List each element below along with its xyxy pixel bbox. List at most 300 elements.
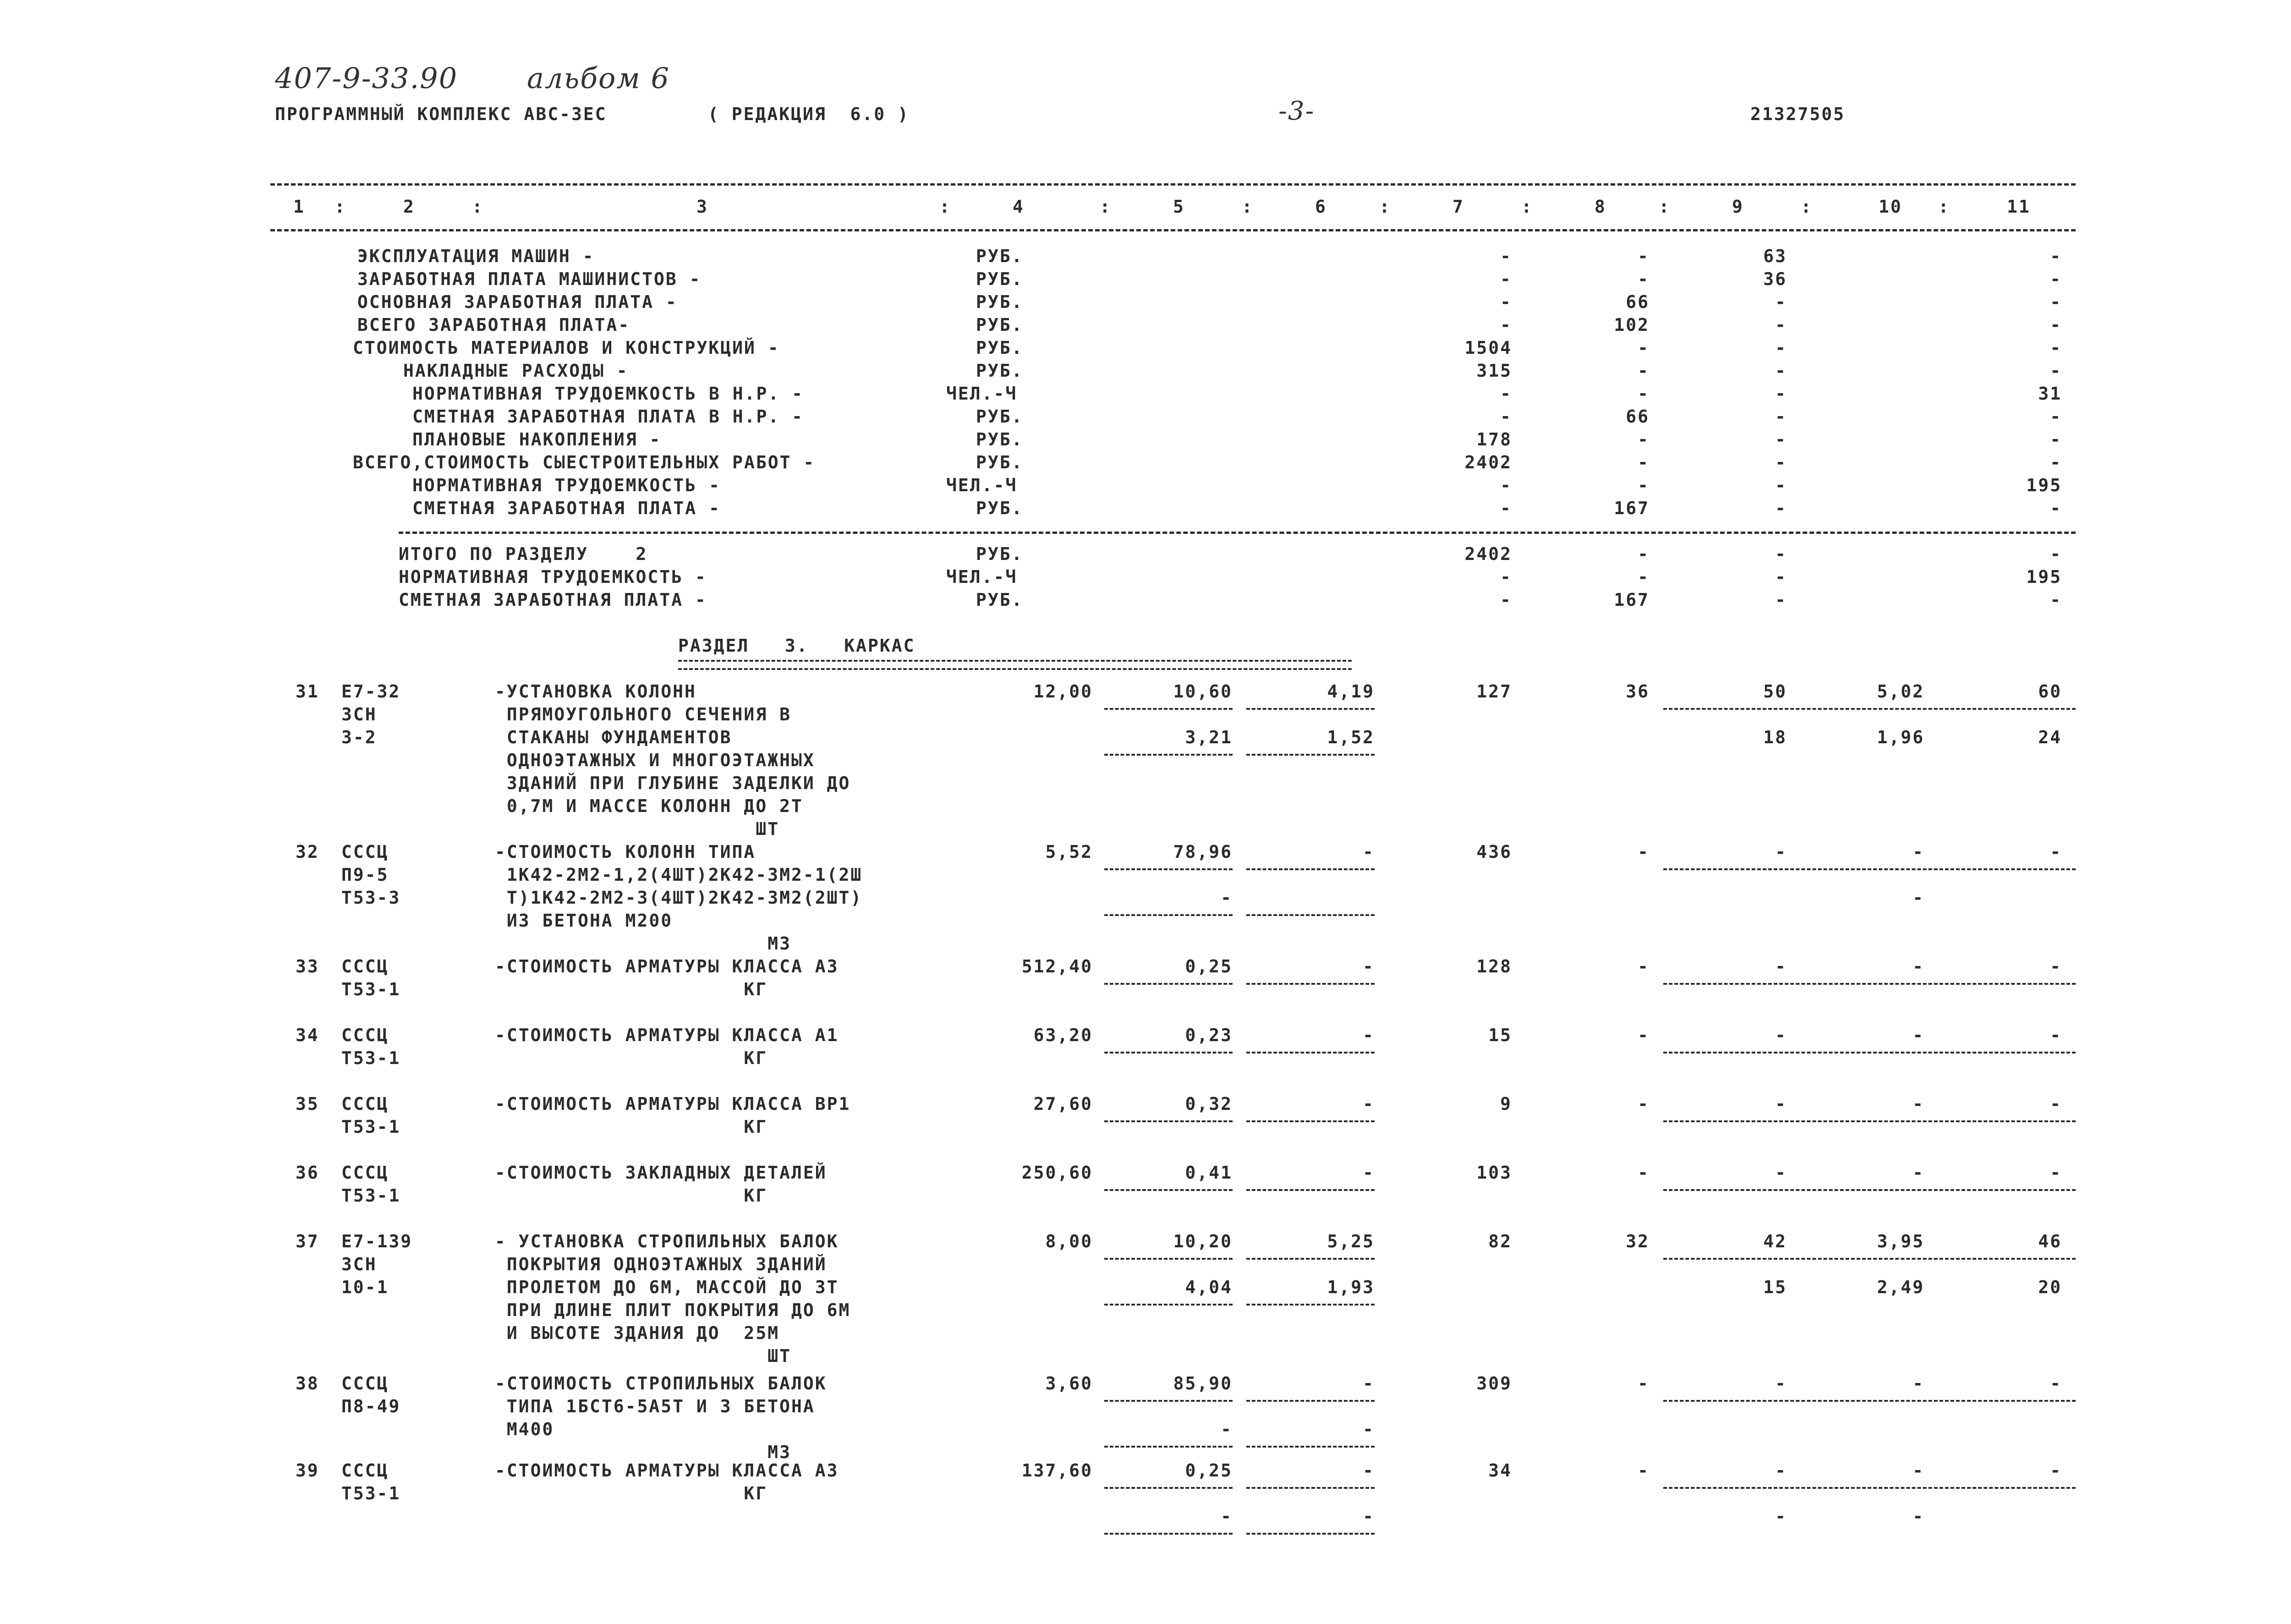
item-col9-lower: 18 [1763, 727, 1787, 747]
summary-row-name: ЗАРАБОТНАЯ ПЛАТА МАШИНИСТОВ - [357, 269, 702, 289]
item-description-line: -СТОИМОСТЬ АРМАТУРЫ КЛАССА А1 [495, 1025, 839, 1045]
item-col7: 309 [1476, 1373, 1512, 1394]
item-col6-upper: - [1363, 1025, 1375, 1045]
summary-row-col8: 66 [1626, 406, 1650, 427]
summary-row-name: СМЕТНАЯ ЗАРАБОТНАЯ ПЛАТА - [412, 498, 721, 518]
totals-row-col7: - [1500, 590, 1512, 610]
column-header-5: 5 [1173, 197, 1185, 217]
item-col7: 103 [1476, 1163, 1512, 1183]
item-number: 33 [296, 956, 319, 977]
summary-row-col8: - [1638, 475, 1650, 495]
item-col6-upper: - [1363, 1460, 1375, 1481]
item-col5-rule [1104, 1258, 1233, 1260]
item-description-line: И ВЫСОТЕ ЗДАНИЯ ДО 25М [495, 1323, 780, 1343]
column-separator: : [1242, 197, 1254, 217]
header-bottom-rule [270, 229, 2076, 231]
summary-row-unit: РУБ. [976, 452, 1024, 472]
column-separator: : [1521, 197, 1533, 217]
item-col10-upper: - [1913, 1460, 1924, 1481]
item-description-line: ПРОЛЕТОМ ДО 6М, МАССОЙ ДО 3Т [495, 1277, 839, 1297]
item-col10-lower: 1,96 [1877, 727, 1924, 747]
item-col6-rule [1246, 1052, 1375, 1053]
summary-row-col7: 315 [1476, 361, 1512, 381]
item-col6-rule [1246, 1120, 1375, 1122]
item-col11-upper: - [2050, 956, 2062, 977]
item-col11-lower: 24 [2038, 727, 2062, 747]
item-code-line: СССЦ [341, 1163, 389, 1183]
item-number: 39 [296, 1460, 319, 1481]
summary-row-name: ПЛАНОВЫЕ НАКОПЛЕНИЯ - [412, 429, 662, 450]
summary-row-col11: - [2050, 406, 2062, 427]
summary-row-name: ВСЕГО,СТОИМОСТЬ СЫЕСТРОИТЕЛЬНЫХ РАБОТ - [353, 452, 816, 472]
item-description-line: М3 [495, 1442, 791, 1462]
summary-row-name: СТОИМОСТЬ МАТЕРИАЛОВ И КОНСТРУКЦИЙ - [353, 338, 780, 358]
section-title-underline-1 [678, 660, 1352, 662]
item-col11-upper: - [2050, 1163, 2062, 1183]
item-code-line: Т53-1 [341, 1048, 401, 1068]
item-col8: 32 [1626, 1231, 1650, 1251]
item-quantity: 63,20 [1033, 1025, 1093, 1045]
item-col9-upper: - [1775, 1025, 1787, 1045]
summary-row-col7: - [1500, 498, 1512, 518]
summary-row-unit: РУБ. [976, 269, 1024, 289]
column-header-7: 7 [1452, 197, 1464, 217]
item-number: 36 [296, 1163, 319, 1183]
item-description-line: ОДНОЭТАЖНЫХ И МНОГОЭТАЖНЫХ [495, 750, 815, 770]
column-header-11: 11 [2007, 197, 2031, 217]
totals-row-unit: ЧЕЛ.-Ч [946, 567, 1018, 587]
item-col5-lower-rule [1104, 1533, 1233, 1535]
column-separator: : [1801, 197, 1813, 217]
item-col5-rule [1104, 1120, 1233, 1122]
summary-row-col11: - [2050, 246, 2062, 266]
item-col6-rule [1246, 1487, 1375, 1489]
summary-row-col8: - [1638, 429, 1650, 450]
item-col5-rule [1104, 1052, 1233, 1053]
item-col10-upper: - [1913, 956, 1924, 977]
column-header-1: 1 [293, 197, 305, 217]
item-col7: 436 [1476, 842, 1512, 862]
item-description-line: СТАКАНЫ ФУНДАМЕНТОВ [495, 727, 732, 747]
column-header-9: 9 [1732, 197, 1744, 217]
item-col6-rule [1246, 1189, 1375, 1191]
summary-row-unit: РУБ. [976, 498, 1024, 518]
item-col5-rule [1104, 1189, 1233, 1191]
summary-row-col8: - [1638, 246, 1650, 266]
program-title: ПРОГРАММНЫЙ КОМПЛЕКС АВС-3ЕС [275, 104, 607, 124]
edition-label: ( РЕДАКЦИЯ 6.0 ) [708, 104, 910, 124]
summary-row-col7: - [1500, 475, 1512, 495]
summary-row-col9: - [1775, 292, 1787, 312]
summary-row-col7: 1504 [1464, 338, 1512, 358]
item-code-line: СССЦ [341, 1373, 389, 1394]
summary-row-col11: - [2050, 498, 2062, 518]
item-col5-upper: 0,41 [1185, 1163, 1233, 1183]
item-col9-10-11-rule [1663, 1120, 2076, 1122]
totals-row-col11: 195 [2026, 567, 2062, 587]
item-code-line: 3-2 [341, 727, 377, 747]
item-col6-upper: - [1363, 1373, 1375, 1394]
item-quantity: 512,40 [1021, 956, 1093, 977]
item-col5-upper: 0,23 [1185, 1025, 1233, 1045]
item-col6-upper: - [1363, 956, 1375, 977]
summary-row-col11: - [2050, 292, 2062, 312]
item-description-line: -СТОИМОСТЬ СТРОПИЛЬНЫХ БАЛОК [495, 1373, 827, 1394]
item-col9-10-11-rule [1663, 1400, 2076, 1402]
item-col6-lower-rule [1246, 1533, 1375, 1535]
totals-row-col11: - [2050, 544, 2062, 564]
summary-row-unit: ЧЕЛ.-Ч [946, 384, 1018, 404]
summary-row-name: ОСНОВНАЯ ЗАРАБОТНАЯ ПЛАТА - [357, 292, 678, 312]
handwritten-page-number: -3- [1278, 96, 1315, 126]
column-header-10: 10 [1879, 197, 1902, 217]
item-col9-10-11-rule [1663, 1189, 2076, 1191]
item-code-line: 10-1 [341, 1277, 389, 1297]
item-col5-upper: 10,20 [1173, 1231, 1233, 1251]
summary-row-unit: РУБ. [976, 338, 1024, 358]
item-col5-rule [1104, 983, 1233, 985]
item-code-line: Т53-3 [341, 888, 401, 908]
item-col8: - [1638, 1025, 1650, 1045]
totals-row-unit: РУБ. [976, 544, 1024, 564]
summary-row-unit: РУБ. [976, 246, 1024, 266]
item-col11-upper: - [2050, 1373, 2062, 1394]
summary-row-col9: - [1775, 384, 1787, 404]
item-code-line: Е7-32 [341, 681, 401, 702]
item-code-line: ЗСН [341, 704, 377, 724]
item-col5-lower: - [1221, 1506, 1233, 1526]
section-title: РАЗДЕЛ 3. КАРКАС [678, 636, 915, 656]
item-col6-upper: - [1363, 1094, 1375, 1114]
item-col9-upper: - [1775, 1094, 1787, 1114]
column-separator: : [1938, 197, 1950, 217]
summary-row-col7: - [1500, 269, 1512, 289]
item-col11-upper: - [2050, 1460, 2062, 1481]
summary-row-col8: - [1638, 338, 1650, 358]
item-col9-10-11-rule [1663, 983, 2076, 985]
item-col10-lower: 2,49 [1877, 1277, 1924, 1297]
column-separator: : [334, 197, 346, 217]
item-description-line: ТИПА 1БСТ6-5А5Т И З БЕТОНА [495, 1396, 815, 1416]
summary-row-col7: - [1500, 315, 1512, 335]
item-col8: 36 [1626, 681, 1650, 702]
item-description-line: КГ [495, 1185, 768, 1206]
totals-row-col11: - [2050, 590, 2062, 610]
column-header-6: 6 [1315, 197, 1327, 217]
item-code-line: Т53-1 [341, 1117, 401, 1137]
item-col8: - [1638, 956, 1650, 977]
section-title-underline-2 [678, 668, 1352, 670]
item-number: 38 [296, 1373, 319, 1394]
item-description-line: 1К42-2М2-1,2(4ШТ)2К42-3М2-1(2Ш [495, 865, 863, 885]
item-col5-rule [1104, 1400, 1233, 1402]
item-col9-upper: - [1775, 1460, 1787, 1481]
summary-row-col9: - [1775, 475, 1787, 495]
summary-row-col11: - [2050, 315, 2062, 335]
item-col10-upper: - [1913, 842, 1924, 862]
item-description-line: ЗДАНИЙ ПРИ ГЛУБИНЕ ЗАДЕЛКИ ДО [495, 773, 851, 793]
item-col11-upper: - [2050, 1025, 2062, 1045]
summary-row-col8: 167 [1614, 498, 1650, 518]
item-col8: - [1638, 842, 1650, 862]
totals-row-col8: 167 [1614, 590, 1650, 610]
summary-row-col9: - [1775, 498, 1787, 518]
item-col7: 127 [1476, 681, 1512, 702]
item-col6-lower: 1,52 [1327, 727, 1375, 747]
column-separator: : [1379, 197, 1391, 217]
item-number: 32 [296, 842, 319, 862]
totals-row-col9: - [1775, 544, 1787, 564]
item-col5-lower-rule [1104, 1304, 1233, 1306]
item-col10-lower: - [1913, 1506, 1924, 1526]
item-code-line: Т53-1 [341, 1483, 401, 1503]
item-col9-10-11-rule [1663, 1487, 2076, 1489]
item-description-line: 0,7М И МАССЕ КОЛОНН ДО 2Т [495, 796, 803, 816]
item-description-line: ПРЯМОУГОЛЬНОГО СЕЧЕНИЯ В [495, 704, 791, 724]
item-col6-lower-rule [1246, 1446, 1375, 1448]
totals-row-col8: - [1638, 567, 1650, 587]
summary-row-col8: - [1638, 361, 1650, 381]
item-col11-lower: 20 [2038, 1277, 2062, 1297]
item-col5-upper: 10,60 [1173, 681, 1233, 702]
summary-row-col9: 36 [1763, 269, 1787, 289]
item-col5-upper: 0,25 [1185, 1460, 1233, 1481]
item-quantity: 27,60 [1033, 1094, 1093, 1114]
summary-row-unit: РУБ. [976, 315, 1024, 335]
summary-row-col9: - [1775, 361, 1787, 381]
item-col6-lower-rule [1246, 914, 1375, 916]
item-code-line: Т53-1 [341, 979, 401, 999]
item-description-line: -СТОИМОСТЬ АРМАТУРЫ КЛАССА А3 [495, 1460, 839, 1481]
item-description-line: ШТ [495, 1346, 791, 1366]
item-col10-upper: - [1913, 1373, 1924, 1394]
item-col6-lower: 1,93 [1327, 1277, 1375, 1297]
item-col6-lower-rule [1246, 754, 1375, 756]
summary-row-col11: 31 [2038, 384, 2062, 404]
item-description-line: -СТОИМОСТЬ ЗАКЛАДНЫХ ДЕТАЛЕЙ [495, 1163, 827, 1183]
item-col8: - [1638, 1373, 1650, 1394]
summary-row-col9: - [1775, 429, 1787, 450]
summary-row-col8: 102 [1614, 315, 1650, 335]
summary-row-unit: РУБ. [976, 361, 1024, 381]
item-col11-upper: 60 [2038, 681, 2062, 702]
item-col5-lower-rule [1104, 1446, 1233, 1448]
totals-row-col7: 2402 [1464, 544, 1512, 564]
summary-row-name: СМЕТНАЯ ЗАРАБОТНАЯ ПЛАТА В Н.Р. - [412, 406, 804, 427]
item-col8: - [1638, 1094, 1650, 1114]
totals-rule [399, 532, 2076, 534]
item-code-line: П9-5 [341, 865, 389, 885]
item-quantity: 3,60 [1045, 1373, 1093, 1394]
summary-row-col8: - [1638, 384, 1650, 404]
summary-row-name: ВСЕГО ЗАРАБОТНАЯ ПЛАТА- [357, 315, 630, 335]
summary-row-name: ЭКСПЛУАТАЦИЯ МАШИН - [357, 246, 595, 266]
handwritten-code: 407-9-33.90 [275, 61, 458, 95]
item-quantity: 8,00 [1045, 1231, 1093, 1251]
item-col11-upper: - [2050, 842, 2062, 862]
item-code-line: СССЦ [341, 1460, 389, 1481]
summary-row-col7: - [1500, 246, 1512, 266]
item-col9-10-11-rule [1663, 708, 2076, 710]
item-quantity: 12,00 [1033, 681, 1093, 702]
item-quantity: 137,60 [1021, 1460, 1093, 1481]
item-col9-upper: - [1775, 956, 1787, 977]
summary-row-col11: - [2050, 429, 2062, 450]
summary-row-col9: - [1775, 315, 1787, 335]
summary-row-unit: ЧЕЛ.-Ч [946, 475, 1018, 495]
item-col6-rule [1246, 708, 1375, 710]
item-col10-upper: - [1913, 1163, 1924, 1183]
item-description-line: -СТОИМОСТЬ КОЛОНН ТИПА [495, 842, 756, 862]
item-col7: 128 [1476, 956, 1512, 977]
summary-row-col8: - [1638, 269, 1650, 289]
summary-row-col7: 2402 [1464, 452, 1512, 472]
item-code-line: П8-49 [341, 1396, 401, 1416]
item-col8: - [1638, 1460, 1650, 1481]
item-description-line: ИЗ БЕТОНА М200 [495, 911, 673, 931]
item-number: 35 [296, 1094, 319, 1114]
item-col11-upper: - [2050, 1094, 2062, 1114]
item-description-line: -УСТАНОВКА КОЛОНН [495, 681, 696, 702]
item-col7: 82 [1488, 1231, 1512, 1251]
item-col9-lower: 15 [1763, 1277, 1787, 1297]
item-col5-lower: - [1221, 888, 1233, 908]
item-col6-lower-rule [1246, 1304, 1375, 1306]
summary-row-name: НОРМАТИВНАЯ ТРУДОЕМКОСТЬ В Н.Р. - [412, 384, 804, 404]
item-col5-rule [1104, 708, 1233, 710]
item-description-line: ШТ [495, 819, 780, 839]
header-top-rule [270, 183, 2076, 186]
summary-row-name: НАКЛАДНЫЕ РАСХОДЫ - [403, 361, 629, 381]
item-col5-rule [1104, 1487, 1233, 1489]
item-col6-rule [1246, 983, 1375, 985]
totals-row-name: НОРМАТИВНАЯ ТРУДОЕМКОСТЬ - [399, 567, 707, 587]
summary-row-col7: - [1500, 384, 1512, 404]
item-col5-lower-rule [1104, 914, 1233, 916]
item-description-line: КГ [495, 1483, 768, 1503]
item-description-line: М3 [495, 933, 791, 954]
summary-row-col7: 178 [1476, 429, 1512, 450]
summary-row-col7: - [1500, 406, 1512, 427]
column-header-8: 8 [1595, 197, 1606, 217]
summary-row-col11: 195 [2026, 475, 2062, 495]
totals-row-col8: - [1638, 544, 1650, 564]
totals-row-col9: - [1775, 590, 1787, 610]
item-code-line: ЗСН [341, 1254, 377, 1274]
item-code-line: СССЦ [341, 1094, 389, 1114]
item-col6-rule [1246, 1258, 1375, 1260]
item-col9-upper: - [1775, 1163, 1787, 1183]
item-number: 34 [296, 1025, 319, 1045]
item-col5-upper: 0,32 [1185, 1094, 1233, 1114]
item-col6-lower: - [1363, 1419, 1375, 1439]
item-col6-upper: - [1363, 842, 1375, 862]
item-description-line: ПРИ ДЛИНЕ ПЛИТ ПОКРЫТИЯ ДО 6М [495, 1300, 851, 1320]
item-quantity: 250,60 [1021, 1163, 1093, 1183]
item-col6-lower: - [1363, 1506, 1375, 1526]
item-description-line: КГ [495, 1048, 768, 1068]
item-col7: 15 [1488, 1025, 1512, 1045]
column-separator: : [939, 197, 951, 217]
item-code-line: Е7-139 [341, 1231, 413, 1251]
item-description-line: - УСТАНОВКА СТРОПИЛЬНЫХ БАЛОК [495, 1231, 839, 1251]
summary-row-col8: - [1638, 452, 1650, 472]
item-col10-upper: - [1913, 1025, 1924, 1045]
item-code-line: СССЦ [341, 1025, 389, 1045]
item-quantity: 5,52 [1045, 842, 1093, 862]
summary-row-col9: 63 [1763, 246, 1787, 266]
item-col5-lower: 3,21 [1185, 727, 1233, 747]
totals-row-col7: - [1500, 567, 1512, 587]
item-col6-rule [1246, 1400, 1375, 1402]
item-code-line: Т53-1 [341, 1185, 401, 1206]
totals-row-unit: РУБ. [976, 590, 1024, 610]
item-col9-10-11-rule [1663, 1052, 2076, 1053]
item-col5-lower-rule [1104, 754, 1233, 756]
item-code-line: СССЦ [341, 956, 389, 977]
item-description-line: -СТОИМОСТЬ АРМАТУРЫ КЛАССА ВР1 [495, 1094, 851, 1114]
item-col6-upper: - [1363, 1163, 1375, 1183]
summary-row-col7: - [1500, 292, 1512, 312]
item-description-line: ПОКРЫТИЯ ОДНОЭТАЖНЫХ ЗДАНИЙ [495, 1254, 827, 1274]
item-description-line: КГ [495, 1117, 768, 1137]
item-col5-rule [1104, 868, 1233, 870]
item-number: 31 [296, 681, 319, 702]
item-description-line: Т)1К42-2М2-3(4ШТ)2К42-3М2(2ШТ) [495, 888, 863, 908]
item-col10-upper: - [1913, 1094, 1924, 1114]
column-separator: : [472, 197, 484, 217]
item-col5-upper: 0,25 [1185, 956, 1233, 977]
item-col6-upper: 5,25 [1327, 1231, 1375, 1251]
summary-row-col11: - [2050, 361, 2062, 381]
totals-row-col9: - [1775, 567, 1787, 587]
summary-row-unit: РУБ. [976, 292, 1024, 312]
item-col10-upper: 5,02 [1877, 681, 1924, 702]
item-number: 37 [296, 1231, 319, 1251]
item-col10-upper: 3,95 [1877, 1231, 1924, 1251]
column-header-3: 3 [696, 197, 708, 217]
column-header-4: 4 [1013, 197, 1025, 217]
item-col5-lower: 4,04 [1185, 1277, 1233, 1297]
item-col9-upper: - [1775, 1373, 1787, 1394]
summary-row-col9: - [1775, 406, 1787, 427]
summary-row-unit: РУБ. [976, 406, 1024, 427]
summary-row-name: НОРМАТИВНАЯ ТРУДОЕМКОСТЬ - [412, 475, 721, 495]
totals-row-name: СМЕТНАЯ ЗАРАБОТНАЯ ПЛАТА - [399, 590, 707, 610]
summary-row-col9: - [1775, 452, 1787, 472]
item-col9-upper: - [1775, 842, 1787, 862]
item-col5-upper: 85,90 [1173, 1373, 1233, 1394]
item-col5-upper: 78,96 [1173, 842, 1233, 862]
item-col9-10-11-rule [1663, 1258, 2076, 1260]
summary-row-col11: - [2050, 338, 2062, 358]
totals-row-name: ИТОГО ПО РАЗДЕЛУ 2 [399, 544, 648, 564]
item-col9-lower: - [1775, 1506, 1787, 1526]
summary-row-col11: - [2050, 269, 2062, 289]
item-col5-lower: - [1221, 1419, 1233, 1439]
item-col9-upper: 42 [1763, 1231, 1787, 1251]
item-col9-10-11-rule [1663, 868, 2076, 870]
item-col7: 9 [1500, 1094, 1512, 1114]
item-col7: 34 [1488, 1460, 1512, 1481]
item-description-line: М400 [495, 1419, 554, 1439]
column-separator: : [1100, 197, 1112, 217]
handwritten-album: альбом 6 [527, 61, 670, 95]
item-col9-upper: 50 [1763, 681, 1787, 702]
column-separator: : [1659, 197, 1671, 217]
item-col10-lower: - [1913, 888, 1924, 908]
item-description-line: КГ [495, 979, 768, 999]
